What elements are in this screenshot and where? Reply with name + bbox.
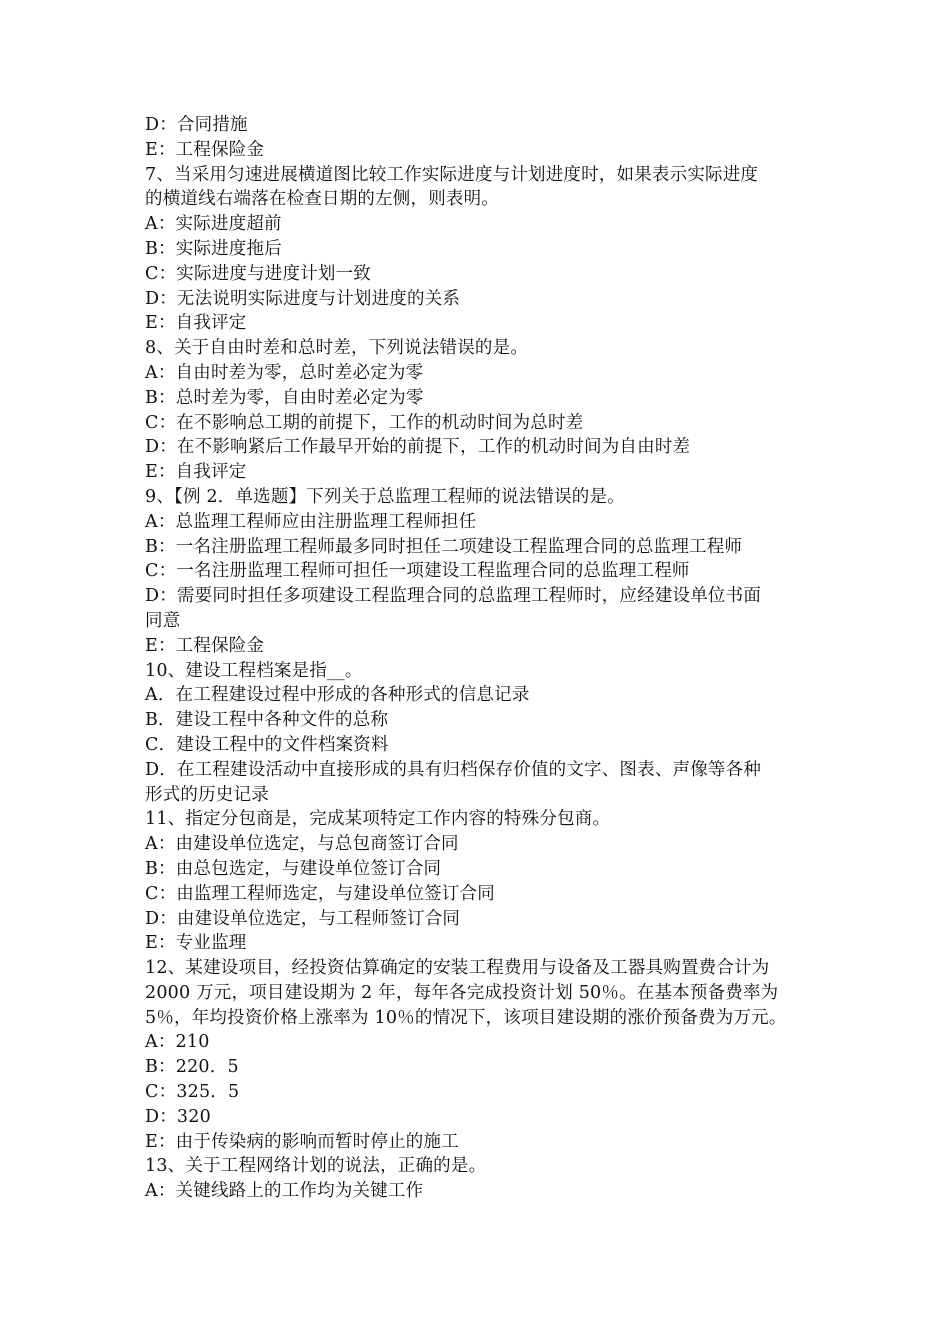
option-line: E：由于传染病的影响而暂时停止的施工: [145, 1131, 459, 1152]
option-line: C：一名注册监理工程师可担任一项建设工程监理合同的总监理工程师: [145, 561, 690, 582]
option-line: D：由建设单位选定，与工程师签订合同: [145, 908, 461, 929]
question-line: 9、【例 2．单选题】下列关于总监理工程师的说法错误的是。: [145, 486, 625, 507]
question-line: 13、关于工程网络计划的说法，正确的是。: [145, 1156, 487, 1177]
question-line: 10、建设工程档案是指__。: [145, 660, 363, 681]
option-line: B：实际进度拖后: [145, 238, 282, 259]
option-line: B：总时差为零，自由时差必定为零: [145, 387, 424, 408]
option-line: A：实际进度超前: [145, 214, 282, 235]
option-line: A：210: [145, 1032, 210, 1053]
option-line: D．在工程建设活动中直接形成的具有归档保存价值的文字、图表、声像等各种: [145, 759, 762, 780]
question-line: 2000 万元，项目建设期为 2 年，每年各完成投资计划 50％。在基本预备费率为: [145, 982, 779, 1003]
option-line: C：由监理工程师选定，与建设单位签订合同: [145, 883, 495, 904]
option-line: B：220．5: [145, 1057, 239, 1078]
option-line: D：需要同时担任多项建设工程监理合同的总监理工程师时，应经建设单位书面: [145, 586, 762, 607]
question-line: 11、指定分包商是，完成某项特定工作内容的特殊分包商。: [145, 809, 611, 830]
option-line: D：在不影响紧后工作最早开始的前提下，工作的机动时间为自由时差: [145, 437, 691, 458]
option-line: A：自由时差为零，总时差必定为零: [145, 362, 424, 383]
option-line: A．在工程建设过程中形成的各种形式的信息记录: [145, 685, 530, 706]
option-line: D：无法说明实际进度与计划进度的关系: [145, 288, 461, 309]
option-line: B：由总包选定，与建设单位签订合同: [145, 858, 442, 879]
question-line: 12、某建设项目，经投资估算确定的安装工程费用与设备及工器具购置费合计为: [145, 958, 770, 979]
question-line: 7、当采用匀速进展横道图比较工作实际进度与计划进度时，如果表示实际进度: [145, 164, 759, 185]
option-line: 形式的历史记录: [145, 784, 269, 805]
option-line: D：320: [145, 1106, 211, 1127]
option-line: C：实际进度与进度计划一致: [145, 263, 371, 284]
option-line: B．建设工程中各种文件的总称: [145, 710, 389, 731]
document-body: [145, 113, 810, 1204]
option-line: B：一名注册监理工程师最多同时担任二项建设工程监理合同的总监理工程师: [145, 536, 743, 557]
question-line: 的横道线右端落在检查日期的左侧，则表明。: [145, 189, 499, 210]
option-line: C：在不影响总工期的前提下，工作的机动时间为总时差: [145, 412, 584, 433]
option-line: C．建设工程中的文件档案资料: [145, 734, 389, 755]
option-line: E：专业监理: [145, 933, 247, 954]
option-line: E：工程保险金: [145, 139, 265, 160]
option-line: E：工程保险金: [145, 635, 265, 656]
question-line: 8、关于自由时差和总时差，下列说法错误的是。: [145, 338, 529, 359]
option-line: A：由建设单位选定，与总包商签订合同: [145, 834, 459, 855]
option-line: C：325．5: [145, 1082, 240, 1103]
option-line: A：总监理工程师应由注册监理工程师担任: [145, 511, 477, 532]
option-line: 同意: [145, 610, 181, 631]
option-line: E：自我评定: [145, 462, 247, 483]
question-line: 5％，年均投资价格上涨率为 10％的情况下，该项目建设期的涨价预备费为万元。: [145, 1007, 787, 1028]
option-line: E：自我评定: [145, 313, 247, 334]
option-line: D：合同措施: [145, 115, 248, 135]
option-line: A：关键线路上的工作均为关键工作: [145, 1181, 424, 1202]
